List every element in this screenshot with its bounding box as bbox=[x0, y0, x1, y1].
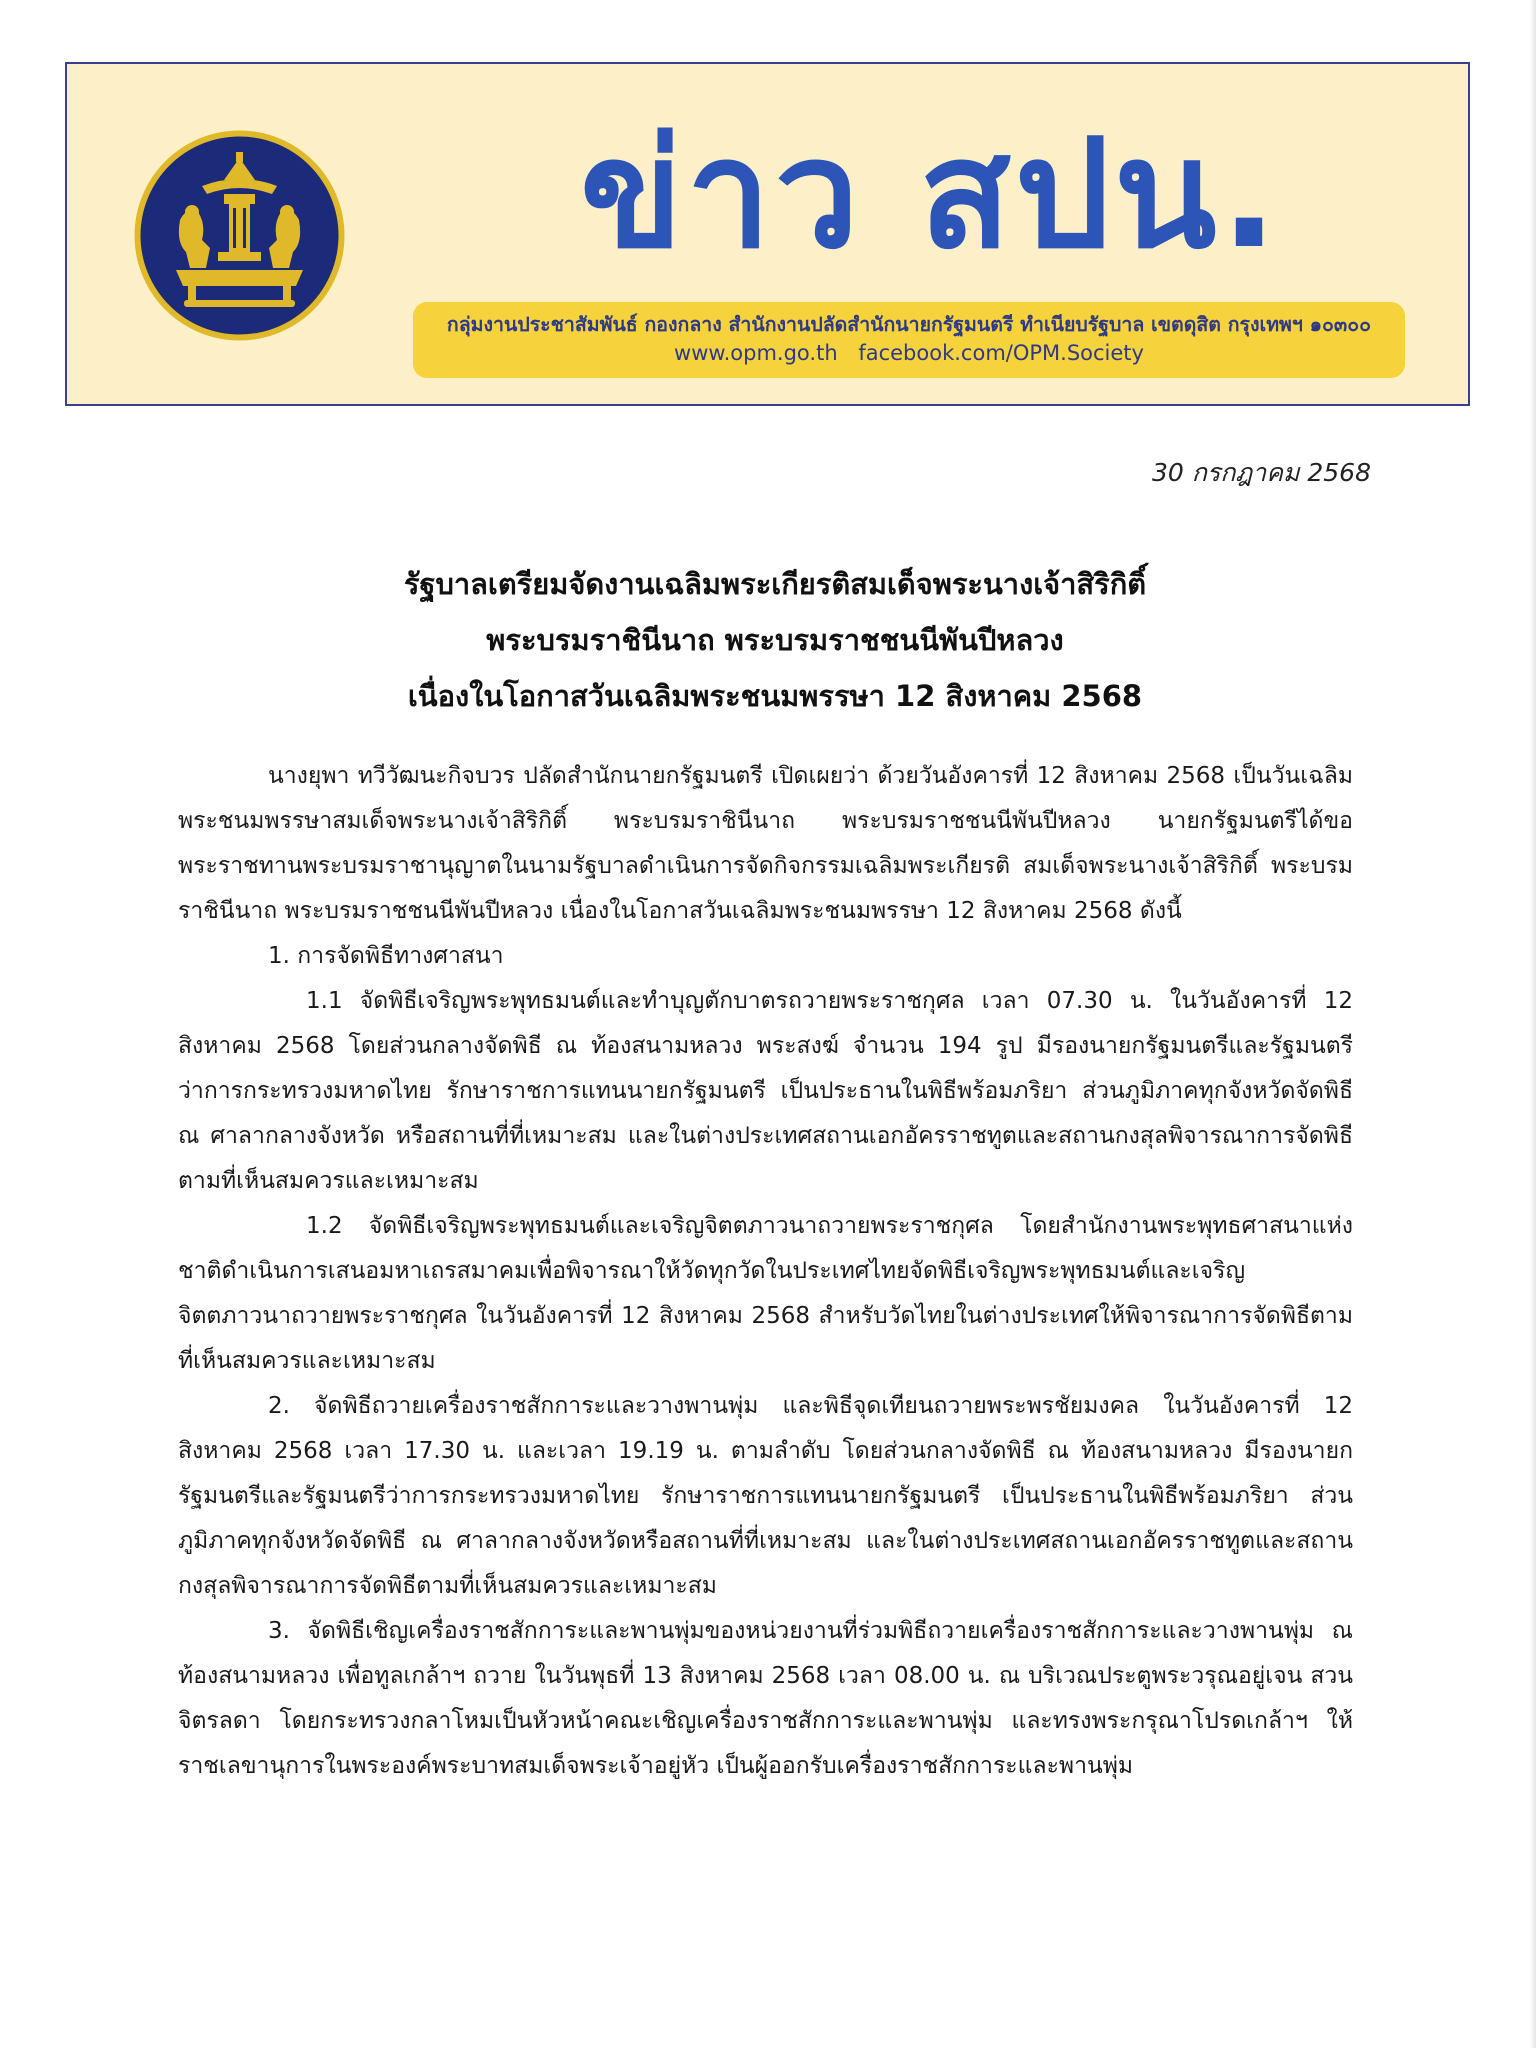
page-edge bbox=[1530, 0, 1536, 2048]
address-box bbox=[413, 302, 1405, 378]
masthead-title: ข่าว สปน. bbox=[580, 108, 1282, 282]
facebook-link[interactable]: facebook.com/OPM.Society bbox=[858, 341, 1144, 365]
opm-emblem-icon bbox=[132, 128, 347, 343]
section-heading-1: 1. การจัดพิธีทางศาสนา bbox=[268, 943, 504, 969]
item-3-paragraph: 3. จัดพิธีเชิญเครื่องราชสักการะและพานพุ่มของหน่วยงานที่ร่วมพิธีถวายเครื่องราชสักการะและวางพานพุ่ม ณ ท้องสนามหลวง เพื่อทูลเกล้าฯ ถวาย ในวันพุธที่ 13 สิงหาคม 2568 เวลา 08.00 น. ณ บริเวณประตูพระวรุณอยู่เจน สวนจิตรลดา โดยกระทรวงกลาโหมเป็นหัวหน้าคณะเชิญเครื่องราชสักการะและพานพุ่ม และทรงพระกรุณาโปรดเกล้าฯ ให้ราชเลขานุการในพระองค์พระบาทสมเด็จพระเจ้าอยู่หัว เป็นผู้ออกรับเครื่องราชสักการะและพานพุ่ม bbox=[178, 1618, 1353, 1779]
website-link[interactable]: www.opm.go.th bbox=[674, 341, 838, 365]
headline-line: รัฐบาลเตรียมจัดงานเฉลิมพระเกียรติสมเด็จพระนางเจ้าสิริกิติ์ bbox=[403, 567, 1147, 601]
release-date: 30 กรกฎาคม 2568 bbox=[1151, 458, 1371, 487]
article-body bbox=[178, 754, 1353, 1789]
item-2-paragraph: 2. จัดพิธีถวายเครื่องราชสักการะและวางพานพุ่ม และพิธีจุดเทียนถวายพระพรชัยมงคล ในวันอังคารที่ 12 สิงหาคม 2568 เวลา 17.30 น. และเวลา 19.19 น. ตามลำดับ โดยส่วนกลางจัดพิธี ณ ท้องสนามหลวง มีรองนายกรัฐมนตรีและรัฐมนตรีว่าการกระทรวงมหาดไทย รักษาราชการแทนนายกรัฐมนตรี เป็นประธานในพิธีพร้อมภริยา ส่วนภูมิภาคทุกจังหวัดจัดพิธี ณ ศาลากลางจังหวัดหรือสถานที่ที่เหมาะสม และในต่างประเทศสถานเอกอัครราชทูตและสถานกงสุลพิจารณาการจัดพิธีตามที่เห็นสมควรและเหมาะสม bbox=[178, 1393, 1353, 1599]
headline-line: พระบรมราชินีนาถ พระบรมราชชนนีพันปีหลวง bbox=[486, 623, 1064, 657]
item-1-1-paragraph: 1.1 จัดพิธีเจริญพระพุทธมนต์และทำบุญตักบาตรถวายพระราชกุศล เวลา 07.30 น. ในวันอังคารที่ 12 สิงหาคม 2568 โดยส่วนกลางจัดพิธี ณ ท้องสนามหลวง พระสงฆ์ จำนวน 194 รูป มีรองนายกรัฐมนตรีและรัฐมนตรีว่าการกระทรวงมหาดไทย รักษาราชการแทนนายกรัฐมนตรี เป็นประธานในพิธีพร้อมภริยา ส่วนภูมิภาคทุกจังหวัดจัดพิธี ณ ศาลากลางจังหวัด หรือสถานที่ที่เหมาะสม และในต่างประเทศสถานเอกอัครราชทูตและสถานกงสุลพิจารณาการจัดพิธีตามที่เห็นสมควรและเหมาะสม bbox=[178, 988, 1353, 1194]
office-address: กลุ่มงานประชาสัมพันธ์ กองกลาง สำนักงานปลัดสำนักนายกรัฐมนตรี ทำเนียบรัฐบาล เขตดุสิต กรุงเทพฯ ๑๐๓๐๐ bbox=[446, 313, 1372, 336]
item-1-2-paragraph: 1.2 จัดพิธีเจริญพระพุทธมนต์และเจริญจิตตภาวนาถวายพระราชกุศล โดยสำนักงานพระพุทธศาสนาแห่งชาติดำเนินการเสนอมหาเถรสมาคมเพื่อพิจารณาให้วัดทุกวัดในประเทศไทยจัดพิธีเจริญพระพุทธมนต์และเจริญจิตตภาวนาถวายพระราชกุศล ในวันอังคารที่ 12 สิงหาคม 2568 สำหรับวัดไทยในต่างประเทศให้พิจารณาการจัดพิธีตามที่เห็นสมควรและเหมาะสม bbox=[178, 1213, 1353, 1374]
headline bbox=[180, 556, 1370, 724]
headline-line: เนื่องในโอกาสวันเฉลิมพระชนมพรรษา 12 สิงหาคม 2568 bbox=[407, 679, 1143, 713]
intro-paragraph: นางยุพา ทวีวัฒนะกิจบวร ปลัดสำนักนายกรัฐมนตรี เปิดเผยว่า ด้วยวันอังคารที่ 12 สิงหาคม 2568 เป็นวันเฉลิมพระชนมพรรษาสมเด็จพระนางเจ้าสิริกิติ์ พระบรมราชินีนาถ พระบรมราชชนนีพันปีหลวง นายกรัฐมนตรีได้ขอพระราชทานพระบรมราชานุญาตในนามรัฐบาลดำเนินการจัดกิจกรรมเฉลิมพระเกียรติ สมเด็จพระนางเจ้าสิริกิติ์ พระบรมราชินีนาถ พระบรมราชชนนีพันปีหลวง เนื่องในโอกาสวันเฉลิมพระชนมพรรษา 12 สิงหาคม 2568 ดังนี้ bbox=[178, 763, 1353, 924]
contact-line bbox=[413, 338, 1405, 368]
